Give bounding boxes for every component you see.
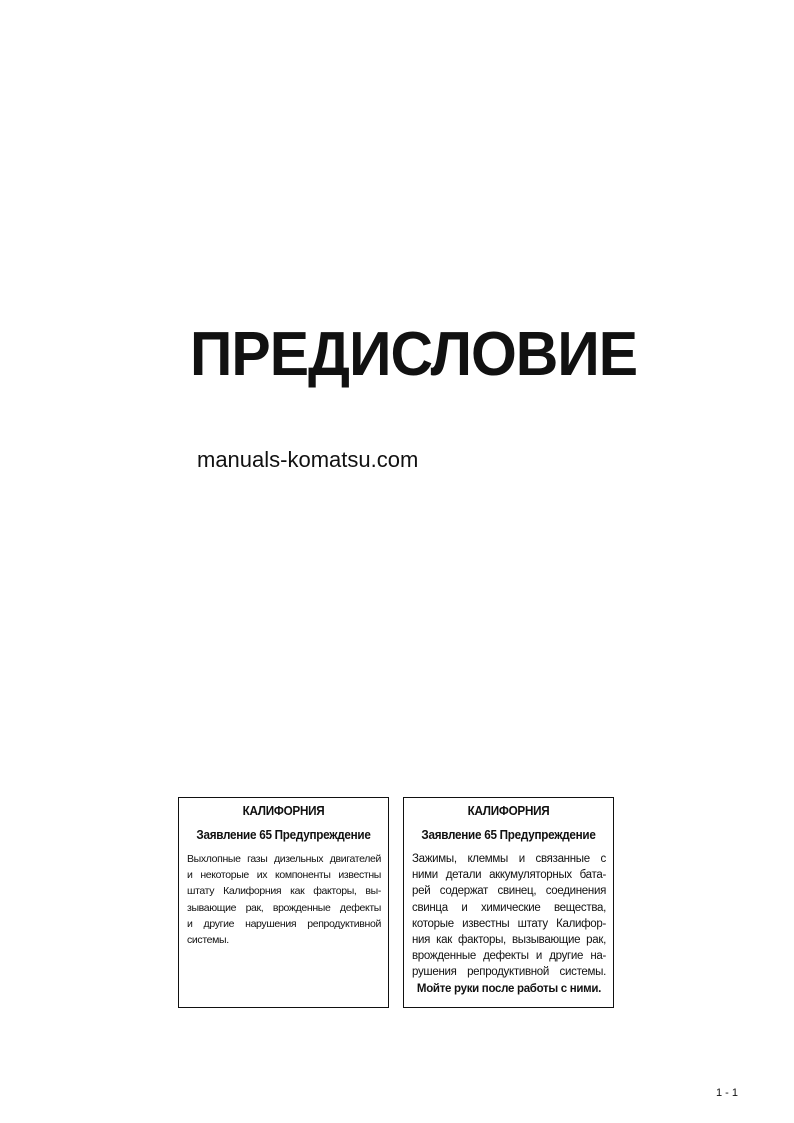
warning-line: рей содержат свинец, соединения: [412, 885, 606, 898]
prop65-warning-box-exhaust: [178, 797, 389, 1008]
website-link[interactable]: manuals-komatsu.com: [197, 447, 419, 472]
warning-emphasis: Мойте руки после работы с ними.: [416, 982, 602, 995]
warning-line: штату Калифорния как факторы, вы-: [187, 885, 381, 898]
warning-heading: КАЛИФОРНИЯ: [467, 803, 550, 818]
warning-line: рушения репродуктивной системы.: [412, 966, 606, 979]
warning-line: свинца и химические вещества,: [412, 901, 606, 914]
warning-line: зывающие рак, врожденные дефекты: [187, 901, 381, 914]
warning-line: и другие нарушения репродуктивной: [187, 917, 381, 930]
warning-body: [187, 851, 381, 948]
warning-body: [412, 851, 606, 997]
warning-subheading: Заявление 65 Предупреждение: [421, 827, 596, 842]
page-title: ПРЕДИСЛОВИЕ: [190, 320, 638, 389]
warning-line: Зажимы, клеммы и связанные с: [412, 853, 606, 865]
warning-line: которые известны штату Калифор-: [412, 917, 606, 930]
warning-subheading: Заявление 65 Предупреждение: [196, 827, 371, 842]
warning-line: ними детали аккумуляторных бата-: [412, 869, 606, 882]
warning-line: Выхлопные газы дизельных двигателей: [187, 853, 381, 865]
warning-line: ния как факторы, вызывающие рак,: [412, 934, 606, 947]
warning-line: врожденные дефекты и другие на-: [412, 950, 606, 963]
warning-line: системы.: [187, 934, 229, 947]
warning-line: и некоторые их компоненты известны: [187, 869, 381, 882]
warning-heading: КАЛИФОРНИЯ: [242, 803, 325, 818]
page-number: 1 - 1: [716, 1087, 739, 1099]
prop65-warning-box-battery: [403, 797, 614, 1008]
